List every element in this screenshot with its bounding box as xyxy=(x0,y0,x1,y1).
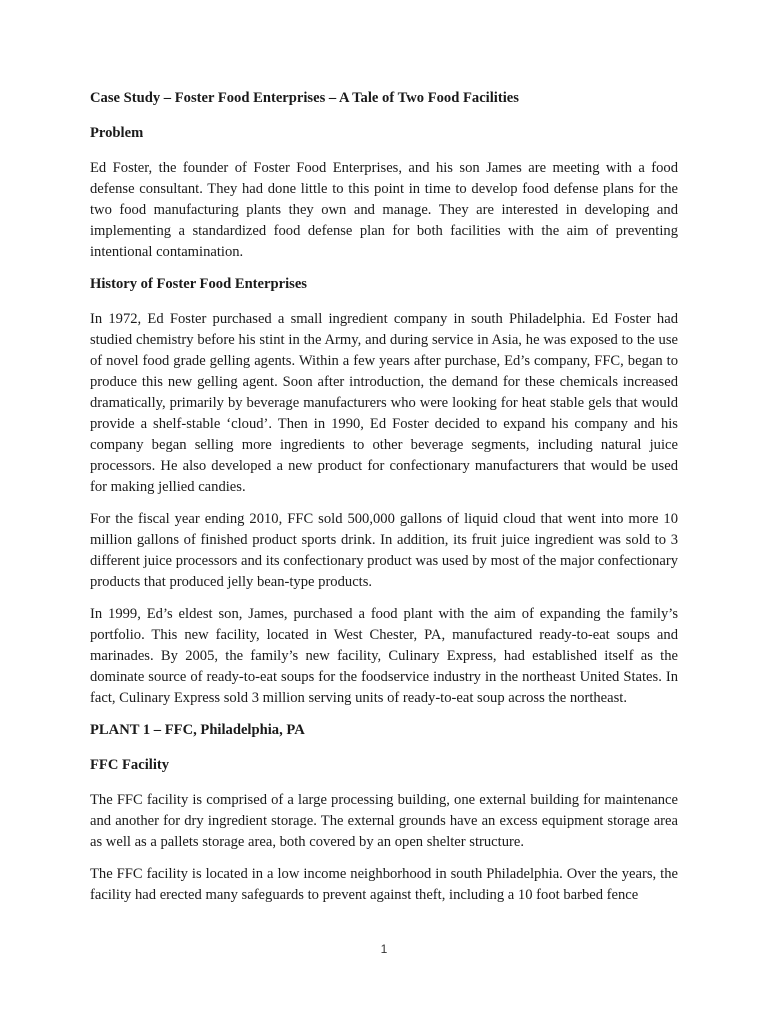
paragraph: In 1972, Ed Foster purchased a small ingredient company in south Philadelphia. Ed Foster had studied chemistry before his stint in the Army, and during service in Asia, he was exposed to the use of novel food grade gelling agents. Within a few years after purchase, Ed’s company, FFC, began to produce this new gelling agent. Soon after introduction, the demand for these chemicals increased dramatically, primarily by beverage manufacturers who were looking for heat stable gels that would provide a shelf-stable ‘cloud’. Then in 1990, Ed Foster decided to expand his company and his company began selling more ingredients to other beverage segments, including natural juice processors. He also developed a new product for confectionary manufacturers that would be used for making jellied candies. xyxy=(90,311,678,495)
section-heading-plant-1: PLANT 1 – FFC, Philadelphia, PA xyxy=(90,722,305,738)
section-heading-problem: Problem xyxy=(90,125,144,141)
section-heading-history: History of Foster Food Enterprises xyxy=(90,276,307,292)
page-number: 1 xyxy=(380,942,388,956)
document-page xyxy=(90,88,678,917)
paragraph: The FFC facility is located in a low income neighborhood in south Philadelphia. Over the years, the facility had erected many safeguards to prevent against theft, including a 10 foot barbed fence xyxy=(90,866,678,903)
paragraph: Ed Foster, the founder of Foster Food Enterprises, and his son James are meeting with a food defense consultant. They had done little to this point in time to develop food defense plans for the two food manufacturing plants they own and manage. They are interested in developing and implementing a standardized food defense plan for both facilities with the aim of preventing intentional contamination. xyxy=(90,160,678,260)
section-heading-ffc-facility: FFC Facility xyxy=(90,757,170,773)
document-title: Case Study – Foster Food Enterprises – A Tale of Two Food Facilities xyxy=(90,90,519,106)
paragraph: In 1999, Ed’s eldest son, James, purchased a food plant with the aim of expanding the family’s portfolio. This new facility, located in West Chester, PA, manufactured ready-to-eat soups and marinades. By 2005, the family’s new facility, Culinary Express, had established itself as the dominate source of ready-to-eat soups for the foodservice industry in the northeast United States. In fact, Culinary Express sold 3 million serving units of ready-to-eat soup across the northeast. xyxy=(90,606,678,706)
paragraph: The FFC facility is comprised of a large processing building, one external building for maintenance and another for dry ingredient storage. The external grounds have an excess equipment storage area as well as a pallets storage area, both covered by an open shelter structure. xyxy=(90,792,678,850)
paragraph: For the fiscal year ending 2010, FFC sold 500,000 gallons of liquid cloud that went into more 10 million gallons of finished product sports drink. In addition, its fruit juice ingredient was sold to 3 different juice processors and its confectionary product was used by most of the major confectionary products that produced jelly bean-type products. xyxy=(90,511,678,590)
